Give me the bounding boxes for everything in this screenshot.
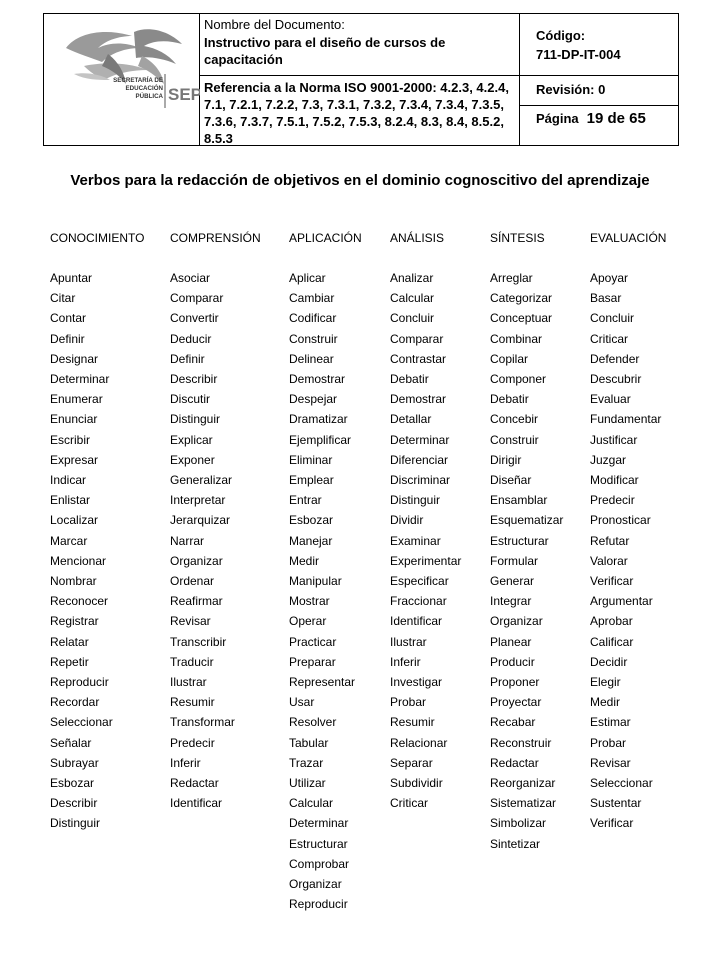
verb-item: Defender: [590, 351, 640, 366]
verb-item: Planear: [490, 634, 532, 649]
verb-item: Inferir: [170, 755, 201, 770]
verb-item: Demostrar: [390, 392, 447, 407]
verb-item: Subrayar: [50, 755, 99, 770]
verb-item: Revisar: [590, 755, 631, 770]
verb-item: Definir: [50, 331, 85, 346]
verb-item: Copilar: [490, 351, 529, 366]
verb-item: Enlistar: [50, 493, 91, 508]
verb-item: Entrar: [289, 493, 322, 508]
verb-item: Dividir: [390, 513, 424, 528]
verb-item: Comprobar: [289, 856, 350, 871]
sep-logo: [44, 14, 200, 145]
verb-item: Predecir: [170, 735, 215, 750]
verb-item: Aplicar: [289, 271, 326, 285]
verb-item: Señalar: [50, 735, 92, 750]
verb-item: Mostrar: [289, 594, 330, 609]
verb-item: Contar: [50, 311, 87, 326]
verb-item: Reorganizar: [490, 776, 556, 791]
verb-item: Transcribir: [170, 634, 227, 649]
verb-item: Designar: [50, 351, 99, 366]
verb-list: [490, 268, 563, 854]
verb-item: Operar: [289, 614, 327, 629]
document-header: [43, 13, 679, 146]
verb-item: Refutar: [590, 533, 630, 548]
verb-item: Organizar: [490, 614, 543, 629]
verb-item: Contrastar: [390, 351, 447, 366]
verb-item: Formular: [490, 553, 539, 568]
verb-item: Ilustrar: [170, 675, 207, 690]
verb-item: Reproducir: [289, 897, 348, 912]
verb-item: Especificar: [390, 574, 449, 589]
verb-item: Esbozar: [50, 776, 95, 791]
verb-item: Transformar: [170, 715, 235, 730]
verb-item: Revisar: [170, 614, 211, 629]
verb-item: Decidir: [590, 654, 628, 669]
verb-item: Producir: [490, 654, 535, 669]
verb-item: Exponer: [170, 452, 215, 467]
document-info-cell: [200, 14, 520, 145]
verb-item: Citar: [50, 291, 76, 306]
verb-item: Concluir: [590, 311, 635, 326]
verb-item: Explicar: [170, 432, 213, 447]
verb-item: Determinar: [390, 432, 450, 447]
verb-item: Basar: [590, 291, 622, 306]
norm-reference: Referencia a la Norma ISO 9001-2000: 4.2.3, 4.2.4, 7.1, 7.2.1, 7.2.2, 7.3, 7.3.1, 7.3.2, 7.3.4, 7.3.4, 7.3.5, 7.3.6, 7.3.7, 7.5.1, 7.5.2, 7.5.3, 8.2.4, 8.3, 8.4, 8.5.2, 8.5.3: [204, 80, 509, 146]
verb-item: Recabar: [490, 715, 536, 730]
verb-item: Valorar: [590, 553, 628, 568]
verb-item: Generar: [490, 574, 535, 589]
verb-item: Concebir: [490, 412, 539, 427]
verb-item: Codificar: [289, 311, 337, 326]
verb-item: Deducir: [170, 331, 212, 346]
revision: Revisión: 0: [536, 82, 606, 97]
verb-item: Definir: [170, 351, 205, 366]
verb-item: Subdividir: [390, 776, 443, 791]
column-comprension: [170, 230, 261, 813]
verb-item: Probar: [590, 735, 627, 750]
verb-item: Relatar: [50, 634, 89, 649]
verb-item: Probar: [390, 695, 427, 710]
verb-item: Repetir: [50, 654, 89, 669]
column-heading: CONOCIMIENTO: [50, 231, 145, 245]
verb-list: [50, 268, 144, 834]
verb-item: Criticar: [390, 796, 428, 811]
verb-item: Predecir: [590, 493, 635, 508]
verb-item: Dramatizar: [289, 412, 348, 427]
verb-item: Delinear: [289, 351, 334, 366]
verb-item: Utilizar: [289, 776, 326, 791]
verb-item: Seleccionar: [590, 776, 653, 791]
verb-item: Reafirmar: [170, 594, 223, 609]
verb-item: Combinar: [490, 331, 543, 346]
verb-item: Representar: [289, 675, 356, 690]
verb-item: Seleccionar: [50, 715, 113, 730]
verb-item: Eliminar: [289, 452, 333, 467]
verb-item: Componer: [490, 372, 547, 387]
verb-item: Estructurar: [490, 533, 549, 548]
verb-item: Debatir: [490, 392, 529, 407]
verb-item: Reproducir: [50, 675, 109, 690]
page-number: 19 de 65: [586, 110, 646, 127]
verb-item: Construir: [490, 432, 539, 447]
verb-list: [170, 268, 261, 813]
column-heading: SÍNTESIS: [490, 231, 545, 245]
verb-item: Criticar: [590, 331, 628, 346]
verb-item: Calificar: [590, 634, 634, 649]
column-heading: COMPRENSIÓN: [170, 231, 261, 245]
verb-item: Fraccionar: [390, 594, 447, 609]
verb-item: Estimar: [590, 715, 631, 730]
document-control-cell: [520, 14, 678, 145]
verb-item: Reconocer: [50, 594, 109, 609]
verb-item: Enumerar: [50, 392, 103, 407]
verb-item: Diferenciar: [390, 452, 449, 467]
verb-list: [289, 268, 362, 915]
logo-line1: SECRETARÍA DE: [113, 77, 163, 84]
verb-item: Practicar: [289, 634, 337, 649]
verb-item: Juzgar: [590, 452, 627, 467]
verb-item: Distinguir: [170, 412, 221, 427]
verb-item: Descubrir: [590, 372, 642, 387]
column-heading: EVALUACIÓN: [590, 231, 667, 245]
verb-item: Esquematizar: [490, 513, 564, 528]
verb-item: Construir: [289, 331, 338, 346]
verb-item: Comparar: [170, 291, 224, 306]
verb-item: Estructurar: [289, 836, 348, 851]
verb-item: Expresar: [50, 452, 99, 467]
code-label: Código:: [536, 28, 586, 43]
verb-item: Aprobar: [590, 614, 633, 629]
doc-name-label: Nombre del Documento:: [204, 17, 345, 32]
verb-item: Justificar: [590, 432, 638, 447]
verb-list: [390, 268, 461, 813]
verb-item: Distinguir: [50, 816, 101, 831]
verb-item: Analizar: [390, 271, 434, 285]
page-label: Página: [536, 111, 579, 126]
column-analisis: [390, 230, 461, 813]
verb-item: Concluir: [390, 311, 435, 326]
verb-item: Categorizar: [490, 291, 553, 306]
verb-item: Registrar: [50, 614, 99, 629]
verb-item: Debatir: [390, 372, 429, 387]
verb-item: Manejar: [289, 533, 333, 548]
verb-item: Ilustrar: [390, 634, 427, 649]
verb-item: Marcar: [50, 533, 88, 548]
verb-item: Modificar: [590, 473, 639, 488]
verb-item: Jerarquizar: [170, 513, 231, 528]
verb-item: Investigar: [390, 675, 443, 690]
verb-item: Arreglar: [490, 271, 533, 285]
verb-item: Describir: [170, 372, 218, 387]
verb-item: Ordenar: [170, 574, 215, 589]
verb-item: Proponer: [490, 675, 540, 690]
verb-item: Pronosticar: [590, 513, 651, 528]
verb-item: Indicar: [50, 473, 87, 488]
verb-item: Identificar: [170, 796, 223, 811]
doc-name: Instructivo para el diseño de cursos de capacitación: [204, 35, 446, 67]
verb-item: Diseñar: [490, 473, 532, 488]
verb-item: Demostrar: [289, 372, 346, 387]
verb-item: Usar: [289, 695, 315, 710]
column-sintesis: [490, 230, 563, 854]
verb-item: Apoyar: [590, 271, 629, 285]
verb-item: Elegir: [590, 675, 621, 690]
verb-item: Integrar: [490, 594, 532, 609]
verb-item: Traducir: [170, 654, 214, 669]
verb-list: [590, 268, 666, 834]
verb-item: Ensamblar: [490, 493, 548, 508]
verb-item: Generalizar: [170, 473, 233, 488]
verb-item: Describir: [50, 796, 98, 811]
column-heading: ANÁLISIS: [390, 231, 445, 245]
verb-item: Experimentar: [390, 553, 462, 568]
verb-item: Proyectar: [490, 695, 542, 710]
column-evaluacion: [590, 230, 666, 834]
verb-item: Enunciar: [50, 412, 98, 427]
verb-item: Sintetizar: [490, 836, 541, 851]
verb-item: Separar: [390, 755, 433, 770]
verb-item: Resumir: [170, 695, 215, 710]
verb-item: Esbozar: [289, 513, 334, 528]
logo-line2: EDUCACIÓN: [125, 85, 163, 92]
verb-item: Medir: [289, 553, 320, 568]
logo-line3: PÚBLICA: [135, 93, 163, 100]
verb-item: Determinar: [50, 372, 110, 387]
verb-item: Emplear: [289, 473, 334, 488]
verb-item: Tabular: [289, 735, 329, 750]
verb-item: Sustentar: [590, 796, 642, 811]
verb-item: Dirigir: [490, 452, 522, 467]
verb-item: Recordar: [50, 695, 100, 710]
verb-item: Inferir: [390, 654, 421, 669]
verb-item: Convertir: [170, 311, 219, 326]
verb-item: Escribir: [50, 432, 91, 447]
page-title: Verbos para la redacción de objetivos en el dominio cognoscitivo del aprendizaje: [70, 172, 650, 189]
logo-acronym: SEP: [168, 85, 200, 104]
verb-item: Conceptuar: [490, 311, 553, 326]
verb-item: Discutir: [170, 392, 211, 407]
verb-item: Verificar: [590, 574, 634, 589]
verb-item: Comparar: [390, 331, 444, 346]
verb-item: Cambiar: [289, 291, 335, 306]
column-conocimiento: [50, 230, 144, 834]
verb-item: Trazar: [289, 755, 324, 770]
verb-item: Preparar: [289, 654, 336, 669]
verb-item: Redactar: [490, 755, 539, 770]
verb-item: Calcular: [390, 291, 435, 306]
verb-item: Detallar: [390, 412, 432, 427]
verb-item: Distinguir: [390, 493, 441, 508]
document-code: 711-DP-IT-004: [536, 47, 621, 62]
verb-item: Nombrar: [50, 574, 97, 589]
verb-item: Resolver: [289, 715, 337, 730]
verb-item: Examinar: [390, 533, 441, 548]
verb-item: Fundamentar: [590, 412, 662, 427]
verb-item: Determinar: [289, 816, 349, 831]
verb-item: Organizar: [289, 877, 342, 892]
verb-item: Calcular: [289, 796, 334, 811]
verb-item: Ejemplificar: [289, 432, 352, 447]
verb-item: Mencionar: [50, 553, 107, 568]
verb-item: Identificar: [390, 614, 443, 629]
verb-item: Relacionar: [390, 735, 448, 750]
verb-item: Asociar: [170, 271, 211, 285]
verb-item: Despejar: [289, 392, 338, 407]
verb-item: Narrar: [170, 533, 205, 548]
column-heading: APLICACIÓN: [289, 231, 362, 245]
verb-item: Discriminar: [390, 473, 450, 488]
verb-item: Reconstruir: [490, 735, 552, 750]
verb-item: Simbolizar: [490, 816, 547, 831]
verb-item: Apuntar: [50, 271, 93, 285]
verb-item: Localizar: [50, 513, 99, 528]
verb-item: Verificar: [590, 816, 634, 831]
verb-item: Evaluar: [590, 392, 631, 407]
verb-item: Sistematizar: [490, 796, 557, 811]
column-aplicacion: [289, 230, 362, 915]
verb-item: Resumir: [390, 715, 435, 730]
verb-item: Medir: [590, 695, 621, 710]
logo-cell: [44, 14, 200, 145]
verb-item: Organizar: [170, 553, 223, 568]
verb-item: Interpretar: [170, 493, 226, 508]
verb-item: Argumentar: [590, 594, 653, 609]
verb-item: Manipular: [289, 574, 342, 589]
verb-item: Redactar: [170, 776, 219, 791]
